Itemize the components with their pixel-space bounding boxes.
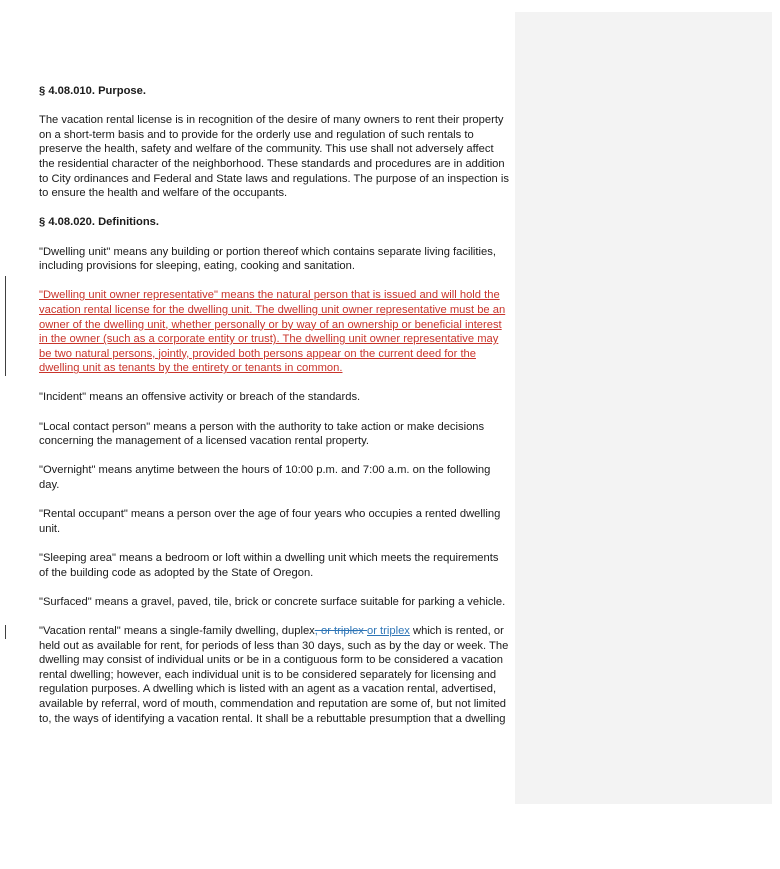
comment-pane bbox=[515, 12, 772, 804]
section-heading-definitions: § 4.08.020. Definitions. bbox=[39, 216, 160, 229]
document-body bbox=[39, 84, 509, 741]
tracked-deletion: , or triplex bbox=[314, 624, 367, 637]
purpose-paragraph: The vacation rental license is in recognition of the desire of many owners to rent their property on a short-term basis and to provide for the orderly use and regulation of such rentals to preserve the health, safety and welfare of the community. This use shall not adversely affect the residential character of the neighborhood. These standards and procedures are in addition to City ordinances and Federal and State laws and regulations. The purpose of an inspection is to ensure the health and welfare of the occupants. bbox=[39, 114, 509, 200]
tracked-insertion: or triplex bbox=[367, 624, 410, 637]
vacation-rental-text-start: "Vacation rental" means a single-family dwelling, duplex bbox=[39, 624, 315, 637]
vacation-rental-text-end: which is rented, or held out as available for rent, for periods of less than 30 days, such as by the day or week. The dwelling may consist of individual units or be in a contiguous form to be considered a vacation rental dwelling; however, each individual unit is to be considered separately for licensing and regulation purposes. A dwelling which is listed with an agent as a vacation rental, advertised, available by referral, word of mouth, commendation and reputation are some of, but not limited to, the ways of identifying a vacation rental. It shall be a rebuttable presumption that a dwelling bbox=[39, 624, 509, 725]
definition-incident: "Incident" means an offensive activity or breach of the standards. bbox=[39, 391, 361, 404]
definition-owner-representative-insertion: "Dwelling unit owner representative" means the natural person that is issued and will hold the vacation rental license for the dwelling unit. The dwelling unit owner representative must be an owner of the dwelling unit, whether personally or by way of an ownership or beneficial interest in the owner (such as a corporate entity or trust). The dwelling unit owner representative may be two natural persons, jointly, provided both persons appear on the current deed for the dwelling unit as tenants by the entirety or tenants in common. bbox=[39, 289, 506, 375]
section-heading-purpose: § 4.08.010. Purpose. bbox=[39, 85, 146, 97]
definition-local-contact: "Local contact person" means a person with the authority to take action or make decisions concerning the management of a licensed vacation rental property. bbox=[39, 420, 485, 448]
definition-overnight: "Overnight" means anytime between the hours of 10:00 p.m. and 7:00 a.m. on the following day. bbox=[39, 464, 491, 492]
definition-dwelling-unit: "Dwelling unit" means any building or portion thereof which contains separate living facilities, including provisions for sleeping, eating, cooking and sanitation. bbox=[39, 245, 496, 273]
definition-rental-occupant: "Rental occupant" means a person over the age of four years who occupies a rented dwelling unit. bbox=[39, 508, 501, 535]
definition-vacation-rental bbox=[39, 624, 509, 726]
definition-surfaced: "Surfaced" means a gravel, paved, tile, brick or concrete surface suitable for parking a vehicle. bbox=[39, 595, 506, 608]
change-bar-owner-rep bbox=[5, 276, 6, 376]
definition-sleeping-area: "Sleeping area" means a bedroom or loft within a dwelling unit which meets the requirements of the building code as adopted by the State of Oregon. bbox=[39, 552, 499, 579]
change-bar-vacation-rental bbox=[5, 625, 6, 639]
